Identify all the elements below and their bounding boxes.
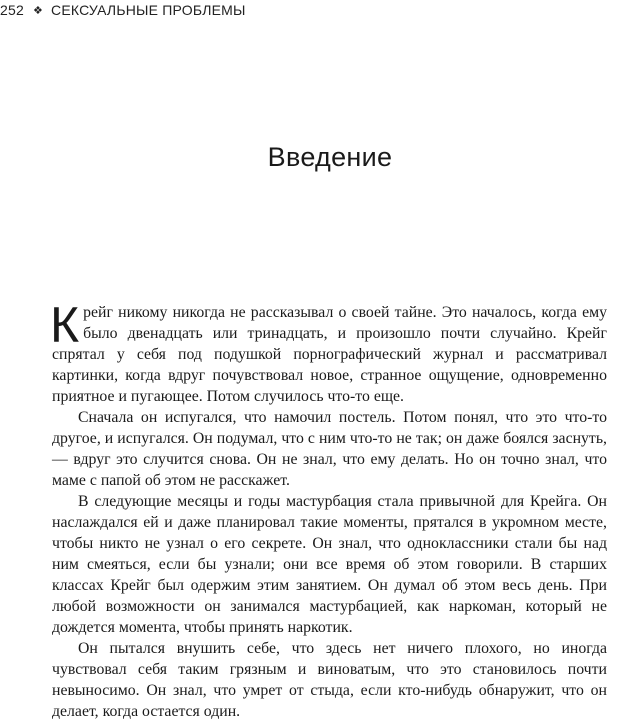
page-number: 252 <box>0 2 24 18</box>
paragraph-2: Сначала он испугался, что намочил постель. Потом понял, что это что-то другое, и испугался. Он подумал, что с ним что-то не так; он даже боялся заснуть, — вдруг это случится снова. Он не знал, что ему делать. Но он точно знал, что маме с папой об этом не расскажет. <box>52 409 607 489</box>
drop-cap: К <box>50 297 80 353</box>
paragraph-3: В следующие месяцы и годы мастурбация стала привычной для Крейга. Он наслаждался ей и даже планировал такие моменты, прятался в укромном месте, чтобы никто не узнал о его секрете. Он знал, что одноклассники стали бы над ним смеяться, если бы узнали; они все время об этом говорили. В старших классах Крейг был одержим этим занятием. Он думал об этом весь день. При любой возможности он занимался мастурбацией, как наркоман, который не дождется момента, чтобы принять наркотик. <box>52 493 607 636</box>
paragraph-4: Он пытался внушить себе, что здесь нет ничего плохого, но иногда чувствовал себя таким грязным и виноватым, что это становилось почти невыносимо. Он знал, что умрет от стыда, если кто-нибудь обнаружит, что он делает, когда остается один. <box>52 640 607 720</box>
running-title: СЕКСУАЛЬНЫЕ ПРОБЛЕМЫ <box>51 2 246 18</box>
body-text <box>50 297 607 722</box>
paragraph-1-text: рейг никому никогда не рассказывал о своей тайне. Это началось, когда ему было двенадцать или тринадцать, и произошло почти случайно. Крейг спрятал у себя под подушкой порнографический журнал и рассматривал картинки, когда вдруг почувствовал новое, странное ощущение, одновременно приятное и пугающее. Потом случилось что-то еще. <box>52 304 607 405</box>
chapter-title: Введение <box>267 142 393 172</box>
separator-diamond-icon: ❖ <box>32 4 44 17</box>
running-head <box>0 0 246 20</box>
paragraph-1 <box>50 297 607 407</box>
